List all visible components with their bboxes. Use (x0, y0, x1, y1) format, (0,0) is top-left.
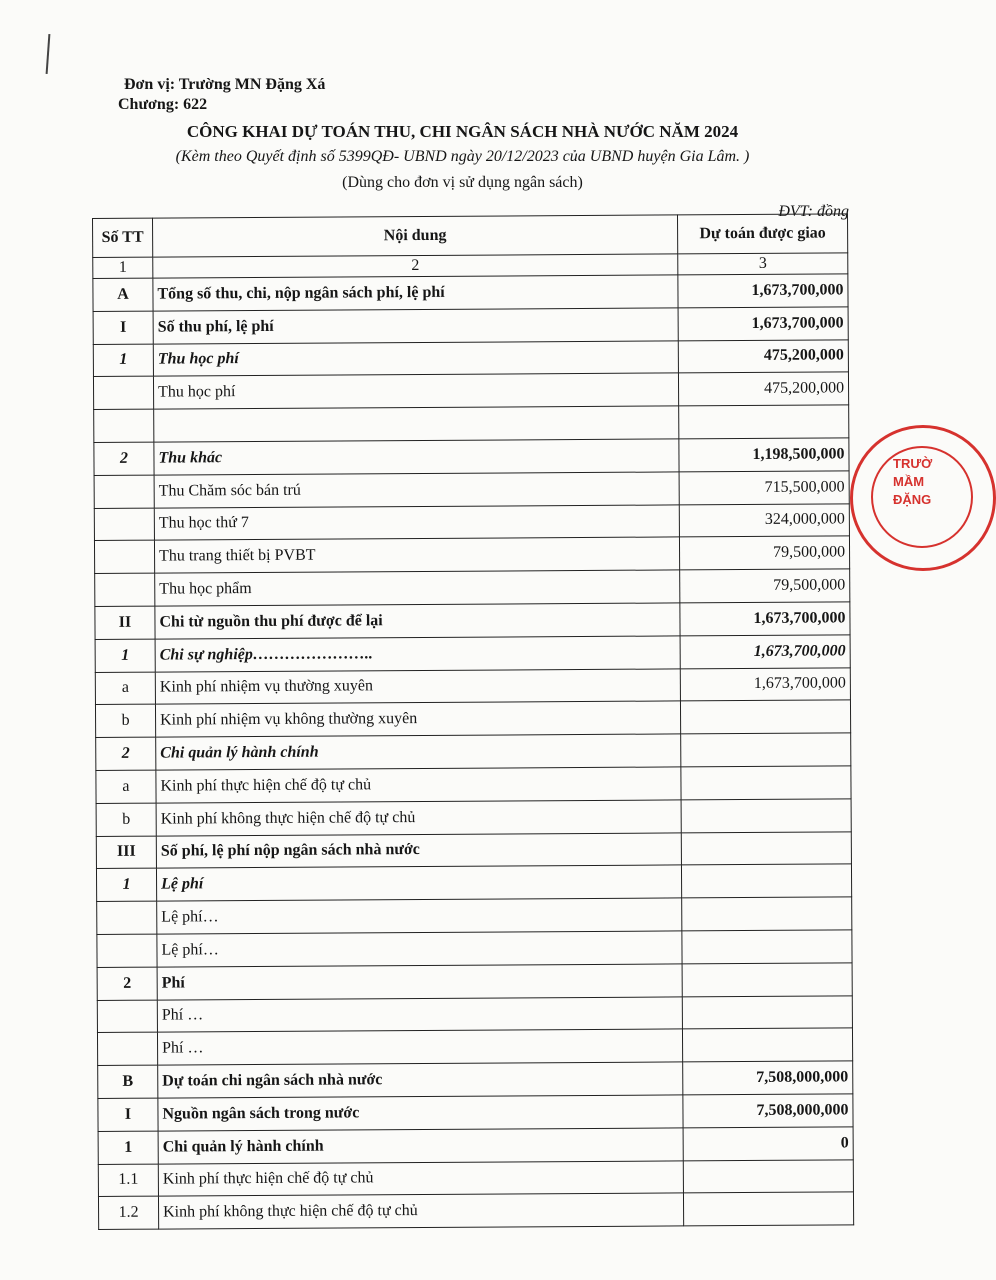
row-number (97, 1032, 157, 1065)
row-content: Kinh phí không thực hiện chế độ tự chủ (158, 1193, 683, 1229)
row-amount (682, 897, 852, 931)
row-number: I (93, 311, 153, 344)
row-number: B (98, 1065, 158, 1098)
table-header-row (93, 214, 848, 258)
row-content: Chi quản lý hành chính (156, 734, 681, 770)
row-number (97, 934, 157, 967)
table-row (95, 700, 850, 737)
row-amount (682, 963, 852, 997)
table-row (94, 503, 849, 540)
budget-table (92, 213, 854, 1230)
row-amount: 475,200,000 (678, 339, 848, 373)
row-content: Kinh phí không thực hiện chế độ tự chủ (156, 800, 681, 836)
row-content: Thu khác (154, 439, 679, 475)
row-amount (681, 864, 851, 898)
row-amount (679, 405, 849, 439)
table-row (96, 831, 851, 868)
header-content: Nội dung (153, 215, 678, 257)
table-row (93, 339, 848, 376)
row-content (154, 406, 679, 442)
table-row (98, 1192, 853, 1229)
row-content: Chi quản lý hành chính (158, 1128, 683, 1164)
row-content: Thu trang thiết bị PVBT (154, 537, 679, 573)
row-content: Kinh phí nhiệm vụ không thường xuyên (155, 701, 680, 737)
row-amount (681, 799, 851, 833)
table-row (94, 471, 849, 508)
row-content: Chi sự nghiệp………………….. (155, 636, 680, 672)
row-amount: 79,500,000 (679, 536, 849, 570)
row-content: Thu học thứ 7 (154, 504, 679, 540)
row-number (97, 1000, 157, 1033)
row-amount: 324,000,000 (679, 503, 849, 537)
row-content: Lệ phí (156, 865, 681, 901)
row-number: A (93, 278, 153, 311)
stamp-line: MẦM (893, 474, 925, 489)
row-number: 2 (96, 737, 156, 770)
row-content: Thu học phí (153, 373, 678, 409)
table-row (96, 799, 851, 836)
row-number: 1 (96, 868, 156, 901)
table-row (98, 1127, 853, 1164)
row-number: II (95, 606, 155, 639)
row-content: Nguồn ngân sách trong nước (158, 1095, 683, 1131)
table-row (96, 864, 851, 901)
row-content: Tổng số thu, chi, nộp ngân sách phí, lệ phí (153, 275, 678, 311)
row-content: Phí … (157, 1029, 682, 1065)
row-number: a (95, 672, 155, 705)
row-number: 1 (93, 344, 153, 377)
row-amount: 0 (683, 1127, 853, 1161)
table-row (96, 766, 851, 803)
row-content: Số thu phí, lệ phí (153, 308, 678, 344)
unit-name: Đơn vị: Trường MN Đặng Xá (124, 76, 326, 93)
row-amount: 1,673,700,000 (678, 274, 848, 308)
official-stamp (850, 425, 996, 571)
usage-note: (Dùng cho đơn vị sử dụng ngân sách) (342, 174, 583, 191)
row-content: Thu Chăm sóc bán trú (154, 472, 679, 508)
table-row (98, 1061, 853, 1098)
row-amount (683, 1192, 853, 1226)
row-amount (682, 1028, 852, 1062)
table-row (97, 1028, 852, 1065)
row-number (95, 573, 155, 606)
row-content: Phí (157, 964, 682, 1000)
row-number: I (98, 1098, 158, 1131)
table-row (93, 307, 848, 344)
table-row (95, 602, 850, 639)
table-row (97, 930, 852, 967)
row-amount (682, 930, 852, 964)
row-number (93, 377, 153, 410)
row-number: 1 (98, 1131, 158, 1164)
row-number: 2 (94, 442, 154, 475)
chapter-code: Chương: 622 (118, 96, 208, 113)
row-amount: 1,673,700,000 (680, 667, 850, 701)
row-amount (681, 766, 851, 800)
header-amount: Dự toán được giao (677, 214, 847, 254)
row-number: b (96, 803, 156, 836)
row-amount (680, 700, 850, 734)
index-cell: 2 (153, 254, 678, 278)
row-content: Dự toán chi ngân sách nhà nước (158, 1062, 683, 1098)
row-number (94, 409, 154, 442)
row-amount: 1,673,700,000 (680, 635, 850, 669)
row-content: Phí … (157, 996, 682, 1032)
row-amount: 79,500,000 (680, 569, 850, 603)
header-stt: Số TT (93, 218, 153, 257)
index-cell: 1 (93, 257, 153, 278)
row-amount: 715,500,000 (679, 471, 849, 505)
row-content: Kinh phí nhiệm vụ thường xuyên (155, 668, 680, 704)
row-content: Kinh phí thực hiện chế độ tự chủ (156, 767, 681, 803)
stamp-line: ĐẶNG (893, 492, 932, 507)
row-amount: 1,673,700,000 (680, 602, 850, 636)
row-content: Chi từ nguồn thu phí được để lại (155, 603, 680, 639)
row-content: Thu học phí (153, 341, 678, 377)
row-number (94, 475, 154, 508)
table-row (94, 405, 849, 442)
table-row (97, 897, 852, 934)
row-number: 1.1 (98, 1164, 158, 1197)
table-row (98, 1094, 853, 1131)
table-row (95, 667, 850, 704)
index-cell: 3 (678, 253, 848, 275)
row-amount: 7,508,000,000 (683, 1061, 853, 1095)
row-amount (683, 1159, 853, 1193)
row-number (94, 508, 154, 541)
currency-unit-note: ĐVT: đồng (778, 203, 849, 220)
table-row (97, 963, 852, 1000)
table-row (97, 995, 852, 1032)
row-amount (681, 831, 851, 865)
row-content: Thu học phẩm (155, 570, 680, 606)
table-row (94, 536, 849, 573)
table-row (96, 733, 851, 770)
table-row (93, 372, 848, 409)
row-number (97, 901, 157, 934)
row-number: 1 (95, 639, 155, 672)
table-row (94, 438, 849, 475)
row-content: Lệ phí… (157, 898, 682, 934)
document-subtitle: (Kèm theo Quyết định số 5399QĐ- UBND ngày 20/12/2023 của UBND huyện Gia Lâm. ) (175, 148, 750, 165)
row-number: a (96, 770, 156, 803)
table-row (98, 1159, 853, 1196)
document-title: CÔNG KHAI DỰ TOÁN THU, CHI NGÂN SÁCH NHÀ NƯỚC NĂM 2024 (186, 122, 739, 141)
row-content: Số phí, lệ phí nộp ngân sách nhà nước (156, 832, 681, 868)
row-amount: 1,198,500,000 (679, 438, 849, 472)
table-row (95, 569, 850, 606)
row-number: 1.2 (98, 1196, 158, 1229)
row-number: 2 (97, 967, 157, 1000)
row-amount: 475,200,000 (678, 372, 848, 406)
row-amount (681, 733, 851, 767)
table-row (95, 635, 850, 672)
row-content: Kinh phí thực hiện chế độ tự chủ (158, 1160, 683, 1196)
row-content: Lệ phí… (157, 931, 682, 967)
row-amount: 1,673,700,000 (678, 307, 848, 341)
pen-mark (46, 34, 51, 74)
row-number (94, 540, 154, 573)
row-number: b (95, 704, 155, 737)
table-body (93, 274, 854, 1230)
row-number: III (96, 836, 156, 869)
row-amount (682, 995, 852, 1029)
stamp-line: TRƯỜ (893, 456, 933, 471)
table-row (93, 274, 848, 311)
row-amount: 7,508,000,000 (683, 1094, 853, 1128)
